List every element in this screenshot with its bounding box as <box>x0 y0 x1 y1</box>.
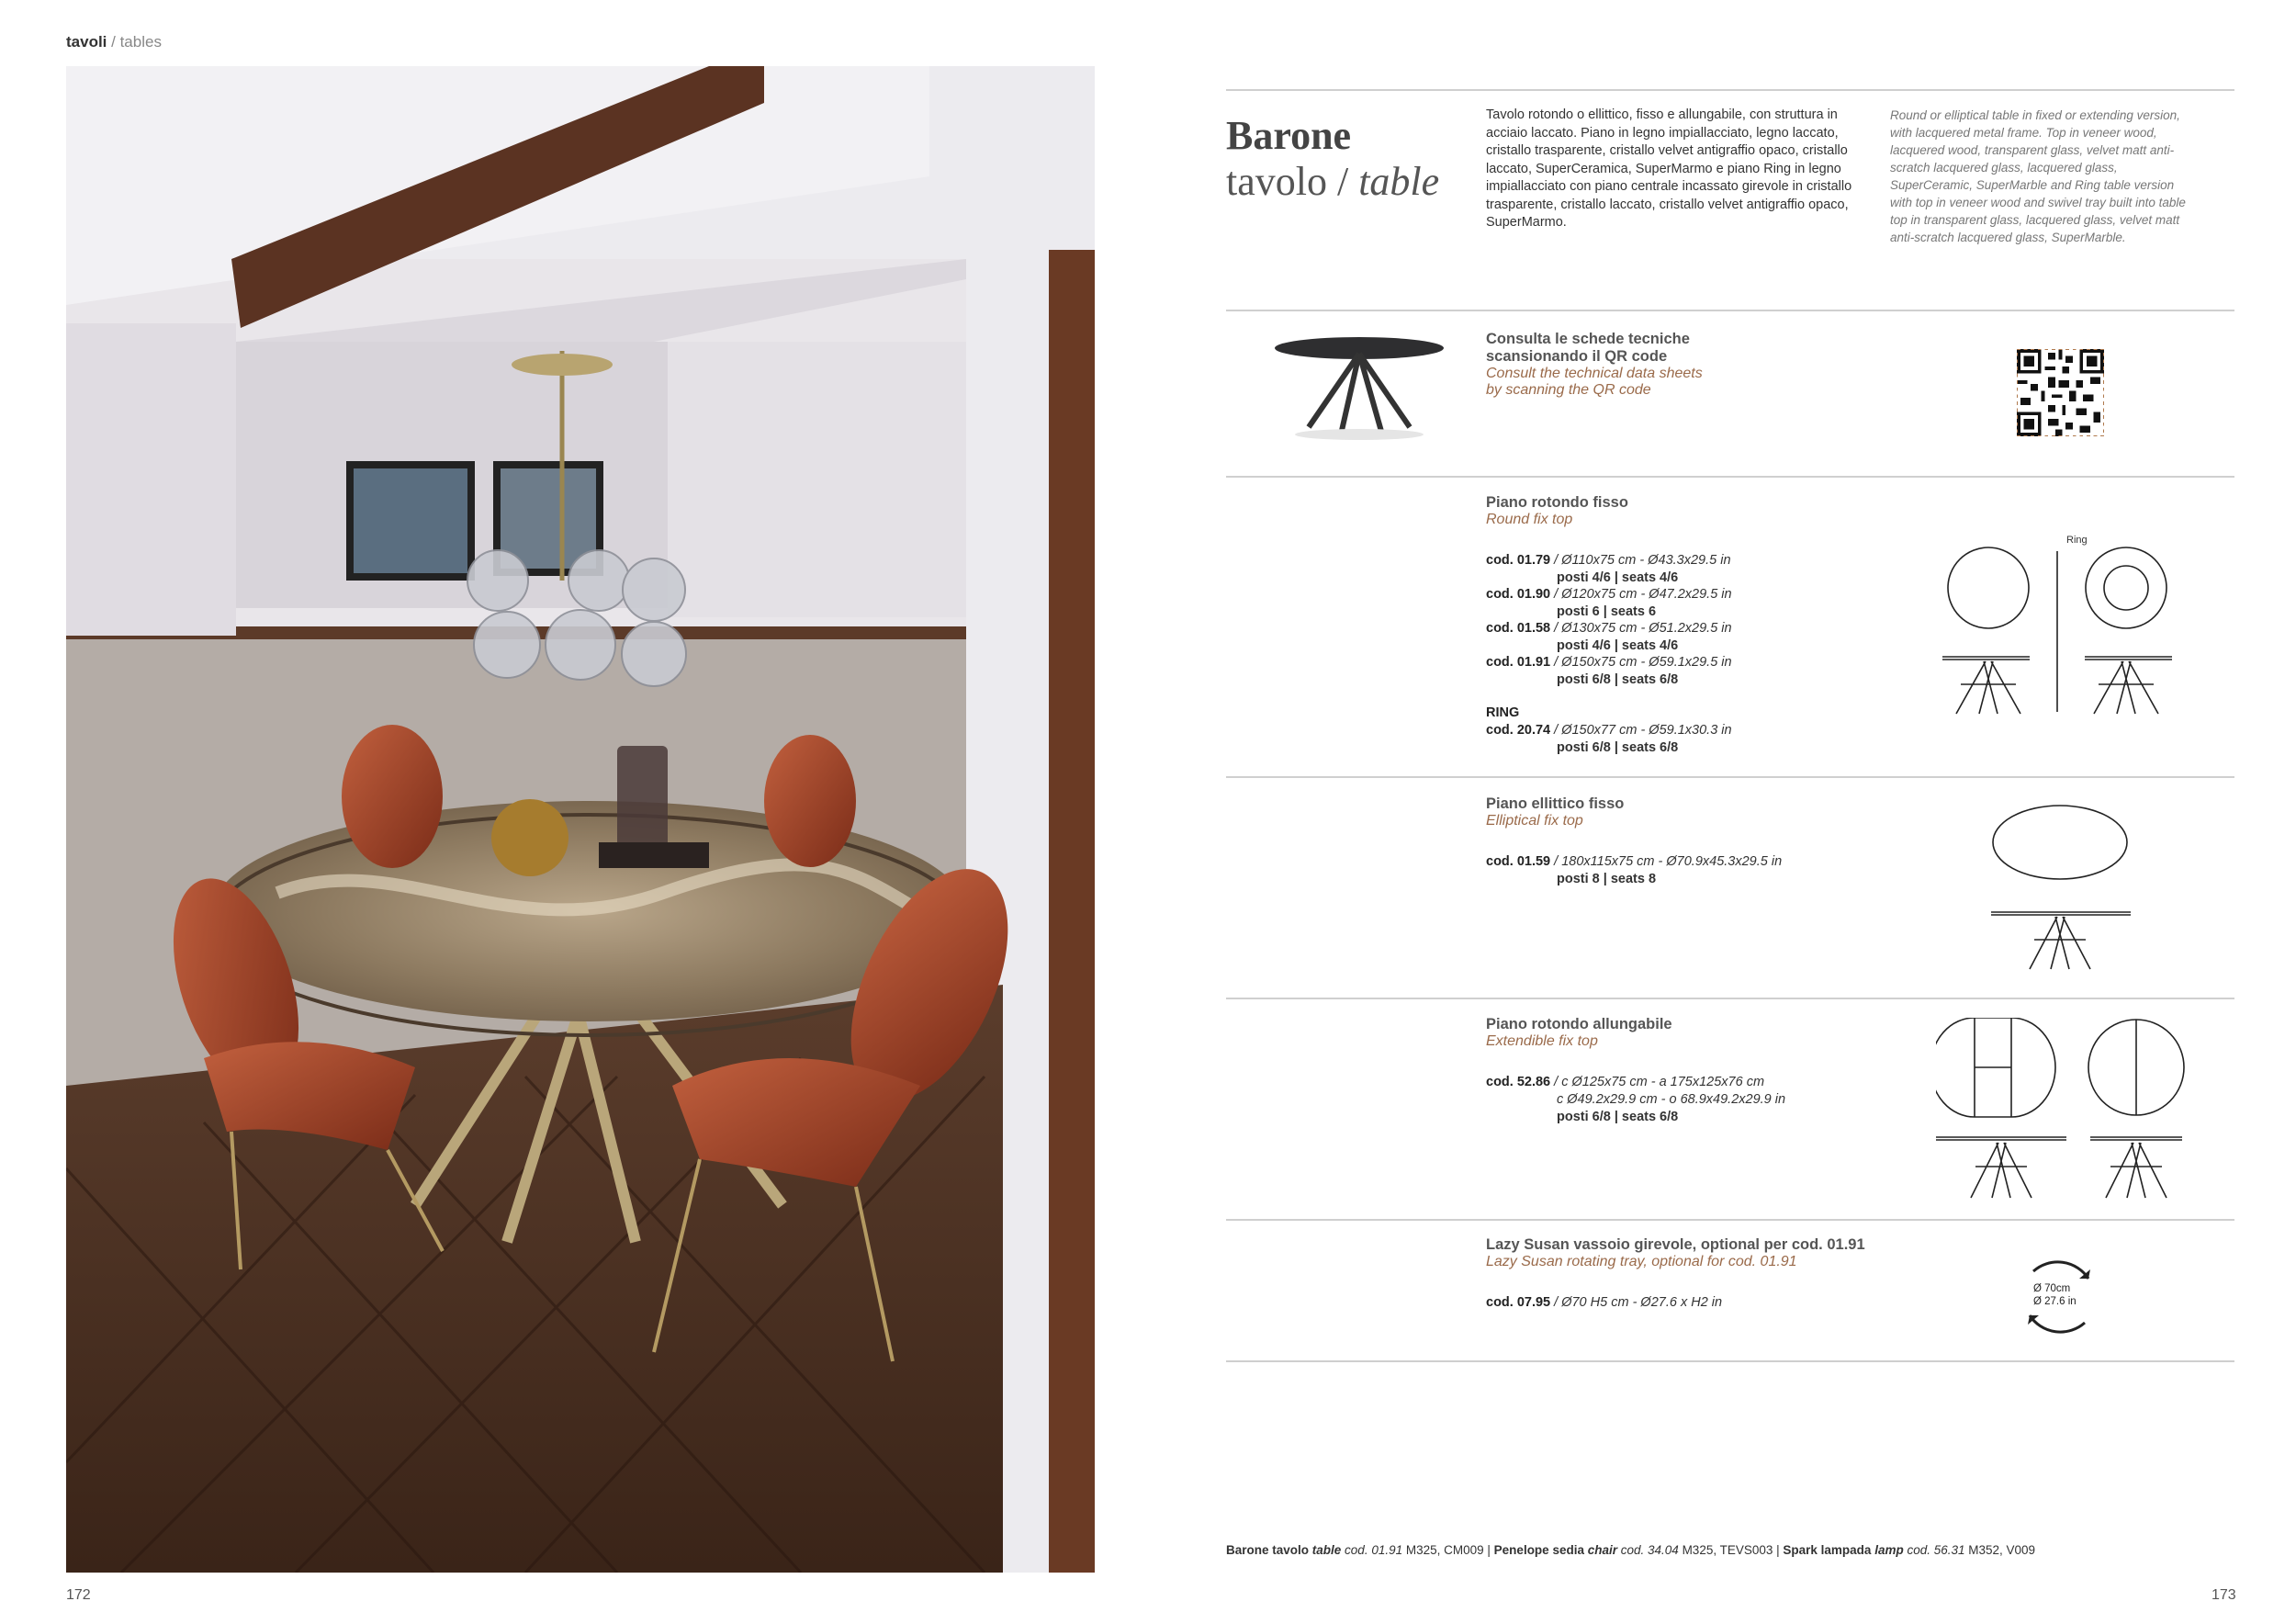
divider <box>1226 89 2234 91</box>
product-subtitle: tavolo / table <box>1226 159 1440 204</box>
divider <box>1226 1360 2234 1362</box>
divider <box>1226 776 2234 778</box>
extendible-table-diagram <box>1936 1018 2189 1206</box>
product-code-row: cod. 01.90 / Ø120x75 cm - Ø47.2x29.5 in <box>1486 587 1732 602</box>
breadcrumb-category[interactable]: tavoli <box>66 33 107 51</box>
product-code-row: cod. 01.59 / 180x115x75 cm - Ø70.9x45.3x29.5 in <box>1486 854 1783 869</box>
product-code-row: cod. 01.79 / Ø110x75 cm - Ø43.3x29.5 in <box>1486 553 1731 568</box>
table-product-thumbnail <box>1272 335 1446 445</box>
qr-code-icon[interactable] <box>2017 349 2104 441</box>
round-fix-section: Piano rotondo fisso Round fix top cod. 01.79 / Ø110x75 cm - Ø43.3x29.5 in posti 4/6 | seats 4/6 cod. 01.90 / Ø120x75 cm - Ø47.2x29.5 in posti 6 | seats 6 cod. 01.58 / Ø130x75 cm - Ø51.2x29.5 in posti 4/6 | seats 4/6 cod. 01.91 / Ø150x75 cm - Ø59.1x29.5 in posti 6/8 | seats 6/8 RING cod. 20.74 / Ø150x77 cm - Ø59.1x30.3 in posti 6/8 | seats 6/8 <box>1486 494 1732 755</box>
product-code-row: cod. 01.91 / Ø150x75 cm - Ø59.1x29.5 in <box>1486 655 1732 670</box>
dining-room-illustration <box>66 66 1095 1573</box>
round-table-diagram <box>1942 547 2190 726</box>
divider <box>1226 310 2234 311</box>
description-italian: Tavolo rotondo o ellittico, fisso e allungabile, con struttura in acciaio laccato. Piano in legno impiallacciato, legno laccato, cristallo trasparente, cristallo velvet antigraffio opaco, cristallo laccato, SuperCeramica, SuperMarmo e piano Ring in legno impiallacciato con piano centrale incassato girevole in cristallo trasparente, cristallo laccato, cristallo velvet antigraffio opaco, SuperMarmo. <box>1486 107 1852 230</box>
elliptic-table-diagram <box>1988 804 2135 983</box>
room-photo <box>66 66 1095 1573</box>
ring-diagram-label: Ring <box>2066 535 2088 546</box>
divider <box>1226 1219 2234 1221</box>
product-title: Barone <box>1226 113 1352 158</box>
elliptic-section: Piano ellittico fisso Elliptical fix top cod. 01.59 / 180x115x75 cm - Ø70.9x45.3x29.5 in posti 8 | seats 8 <box>1486 795 1783 886</box>
product-code-row: cod. 07.95 / Ø70 H5 cm - Ø27.6 x H2 in <box>1486 1295 1723 1310</box>
rotating-tray-icon: Ø 70cm Ø 27.6 in <box>2013 1251 2105 1343</box>
qr-text-block: Consulta le schede tecniche scansionando il QR code Consult the technical data sheets by scanning the QR code <box>1486 331 1703 398</box>
breadcrumb-subcategory: / tables <box>107 33 162 51</box>
extendible-section: Piano rotondo allungabile Extendible fix top cod. 52.86 / c Ø125x75 cm - a 175x125x76 cm c Ø49.2x29.9 cm - o 68.9x49.2x29.9 in posti 6/8 | seats 6/8 <box>1486 1016 1786 1124</box>
product-code-row: cod. 20.74 / Ø150x77 cm - Ø59.1x30.3 in <box>1486 723 1732 738</box>
page-number-left: 172 <box>66 1587 91 1603</box>
description-english: Round or elliptical table in fixed or extending version, with lacquered metal frame. Top in veneer wood, lacquered wood, transparent glass, velvet matt anti-scratch lacquered glass, lacquered glass, SuperCeramic, SuperMarble and Ring table version with top in veneer wood and swivel tray built into table top in transparent glass, lacquered glass, velvet matt anti-scratch lacquered glass, SuperMarble. <box>1890 108 2186 244</box>
product-code-row: cod. 01.58 / Ø130x75 cm - Ø51.2x29.5 in <box>1486 621 1732 636</box>
divider <box>1226 476 2234 478</box>
lazy-susan-section: Lazy Susan vassoio girevole, optional per cod. 01.91 Lazy Susan rotating tray, optional for cod. 01.91 cod. 07.95 / Ø70 H5 cm - Ø27.6 x H2 in <box>1486 1236 1865 1310</box>
page-number-right: 173 <box>2212 1587 2236 1603</box>
breadcrumb <box>66 33 162 51</box>
divider <box>1226 998 2234 999</box>
photo-caption: Barone tavolo table cod. 01.91 M325, CM009 | Penelope sedia chair cod. 34.04 M325, TEVS003 | Spark lampada lamp cod. 56.31 M352, V009 <box>1226 1543 2036 1557</box>
product-code-row: cod. 52.86 / c Ø125x75 cm - a 175x125x76 cm <box>1486 1075 1765 1089</box>
